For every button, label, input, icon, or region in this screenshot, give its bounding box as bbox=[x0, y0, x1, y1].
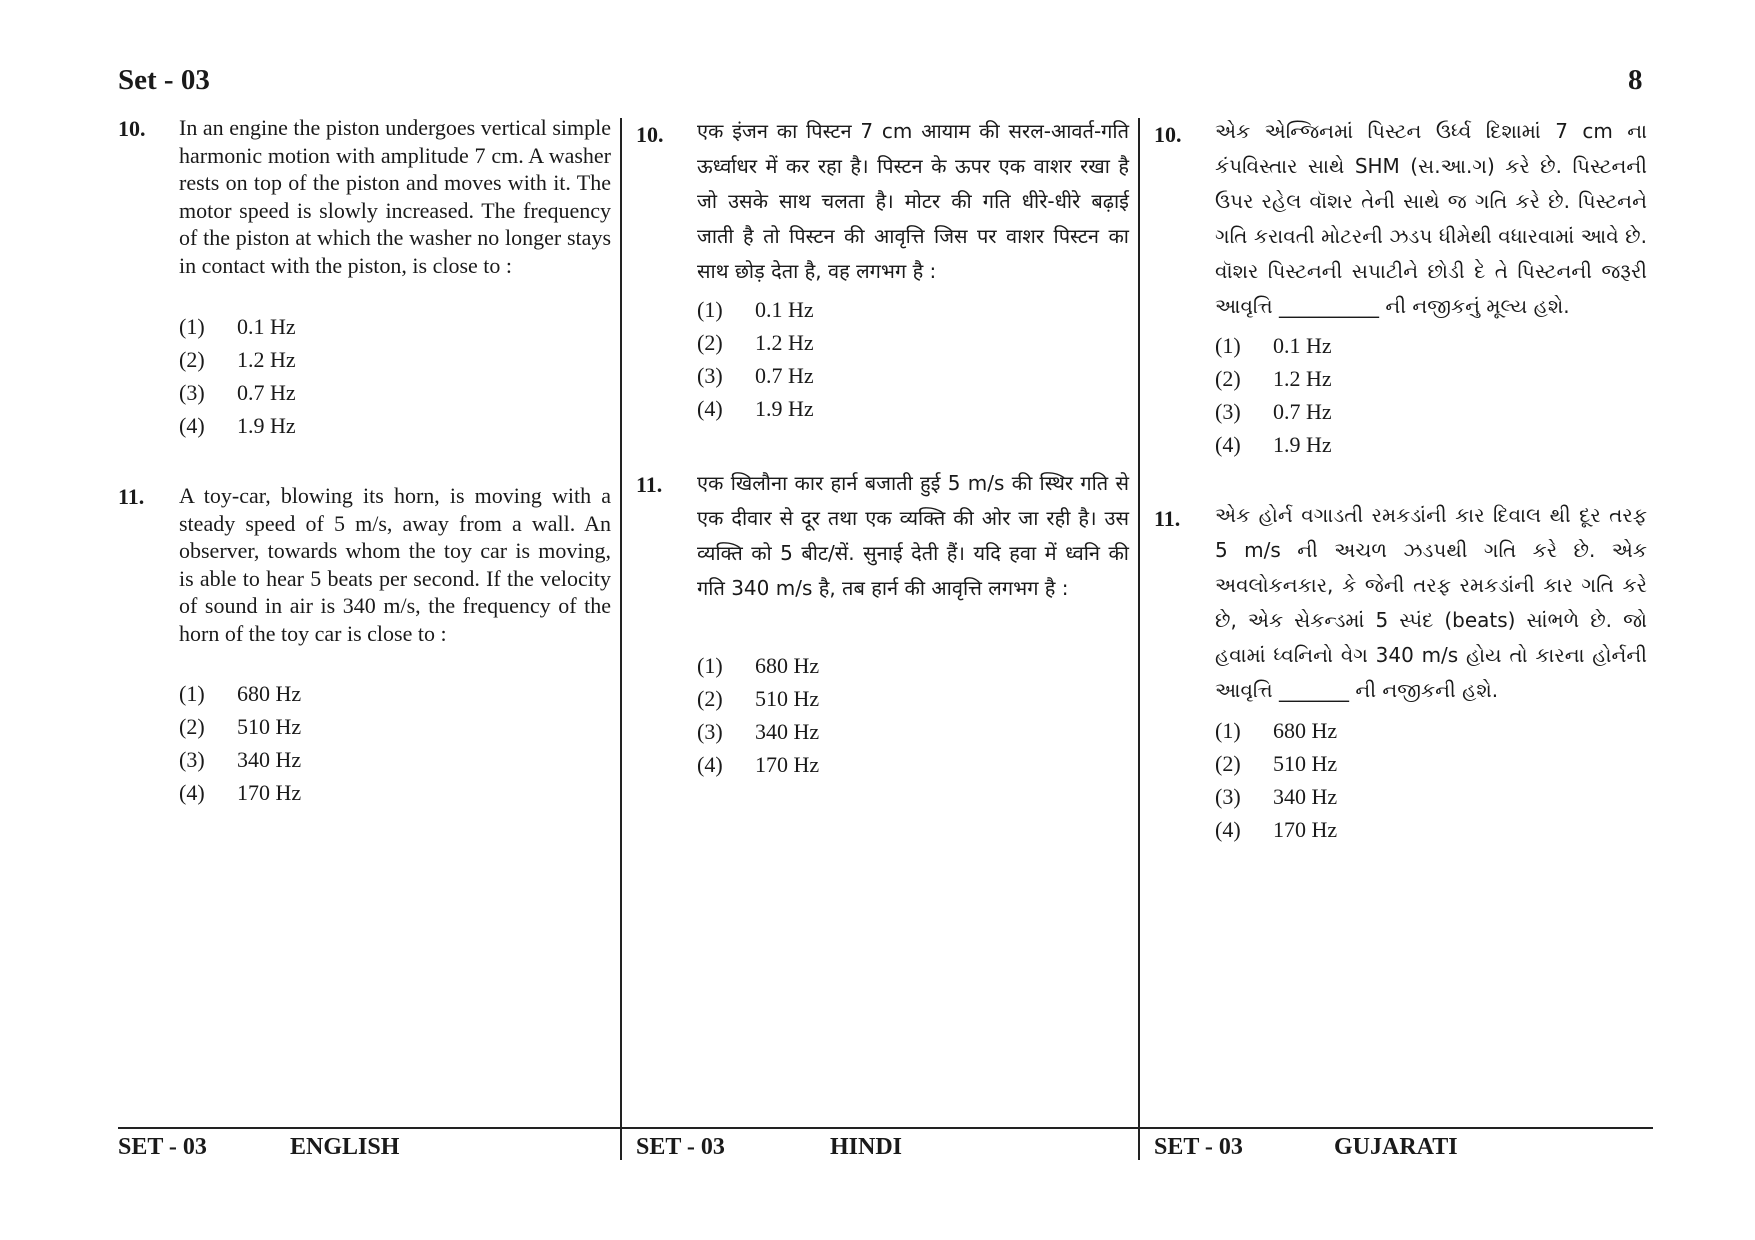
question-number: 11. bbox=[636, 472, 663, 497]
footer-lang-hindi: HINDI bbox=[830, 1134, 903, 1160]
question-number: 10. bbox=[1154, 122, 1182, 147]
footer-set-hindi: SET - 03 bbox=[636, 1134, 725, 1160]
question-text: एक इंजन का पिस्टन 7 cm आयाम की सरल-आवर्त-गति ऊर्ध्वाधर में कर रहा है। पिस्टन के ऊपर एक वाशर रखा है जो उसके साथ चलता है। मोटर की गति धीरे-धीरे बढ़ाई जाती है तो पिस्टन की आवृत्ति जिस पर वाशर पिस्टन का साथ छोड़ देता है, वह लगभग है : bbox=[697, 119, 1129, 283]
question-number: 11. bbox=[1154, 506, 1181, 531]
question-text: એક એન્જિનમાં પિસ્ટન ઉર્ધ્વ દિશામાં 7 cm ના કંપવિસ્તાર સાથે SHM (સ.આ.ગ) કરે છે. પિસ્ટનની ઉપર રહેલ વૉશર તેની સાથે જ ગતિ કરે છે. પિસ્ટનને ગતિ કરાવતી મોટરની ઝડપ ધીમેથી વધારવામાં આવે છે. વૉશર પિસ્ટનની સપાટીને છોડી દે તે પિસ્ટનની જરૂરી આવૃત્તિ __________ ની નજીકનું મૂલ્ય હશે. bbox=[1215, 119, 1647, 318]
footer-set-gujarati: SET - 03 bbox=[1154, 1134, 1243, 1160]
column-divider-2 bbox=[1138, 118, 1140, 1160]
question-text: In an engine the piston undergoes vertical simple harmonic motion with amplitude 7 cm. A washer rests on top of the piston and moves with it. The motor speed is slowly increased. The frequency of the piston at which the washer no longer stays in contact with the piston, is close to : bbox=[179, 115, 611, 278]
footer-lang-gujarati: GUJARATI bbox=[1334, 1134, 1458, 1160]
footer-set-english: SET - 03 bbox=[118, 1134, 207, 1160]
page-number: 8 bbox=[1628, 64, 1643, 96]
question-number: 10. bbox=[636, 122, 664, 147]
question-text: એક હોર્ન વગાડતી રમકડાંની કાર દિવાલ થી દૂર તરફ 5 m/s ની અચળ ઝડપથી ગતિ કરે છે. એક અવલોકનકાર, કે જેની તરફ રમકડાંની કાર ગતિ કરે છે, એક સેકન્ડમાં 5 સ્પંદ (beats) સાંભળે છે. જો હવામાં ધ્વનિનો વેગ 340 m/s હોય તો કારના હોર્નની આવૃત્તિ _______ ની નજીકની હશે. bbox=[1215, 503, 1647, 702]
set-label: Set - 03 bbox=[118, 64, 210, 96]
question-text: एक खिलौना कार हार्न बजाती हुई 5 m/s की स्थिर गति से एक दीवार से दूर तथा एक व्यक्ति की ओर जा रही है। उस व्यक्ति को 5 बीट/सें. सुनाई देती हैं। यदि हवा में ध्वनि की गति 340 m/s है, तब हार्न की आवृत्ति लगभग है : bbox=[697, 471, 1129, 600]
footer-lang-english: ENGLISH bbox=[290, 1134, 400, 1160]
question-number: 10. bbox=[118, 116, 146, 141]
column-divider-1 bbox=[620, 118, 622, 1160]
question-text: A toy-car, blowing its horn, is moving with a steady speed of 5 m/s, away from a wall. An observer, towards whom the toy car is moving, is able to hear 5 beats per second. If the velocity of sound in air is 340 m/s, the frequency of the horn of the toy car is close to : bbox=[179, 483, 611, 646]
question-number: 11. bbox=[118, 484, 145, 509]
footer-rule bbox=[118, 1127, 1653, 1129]
